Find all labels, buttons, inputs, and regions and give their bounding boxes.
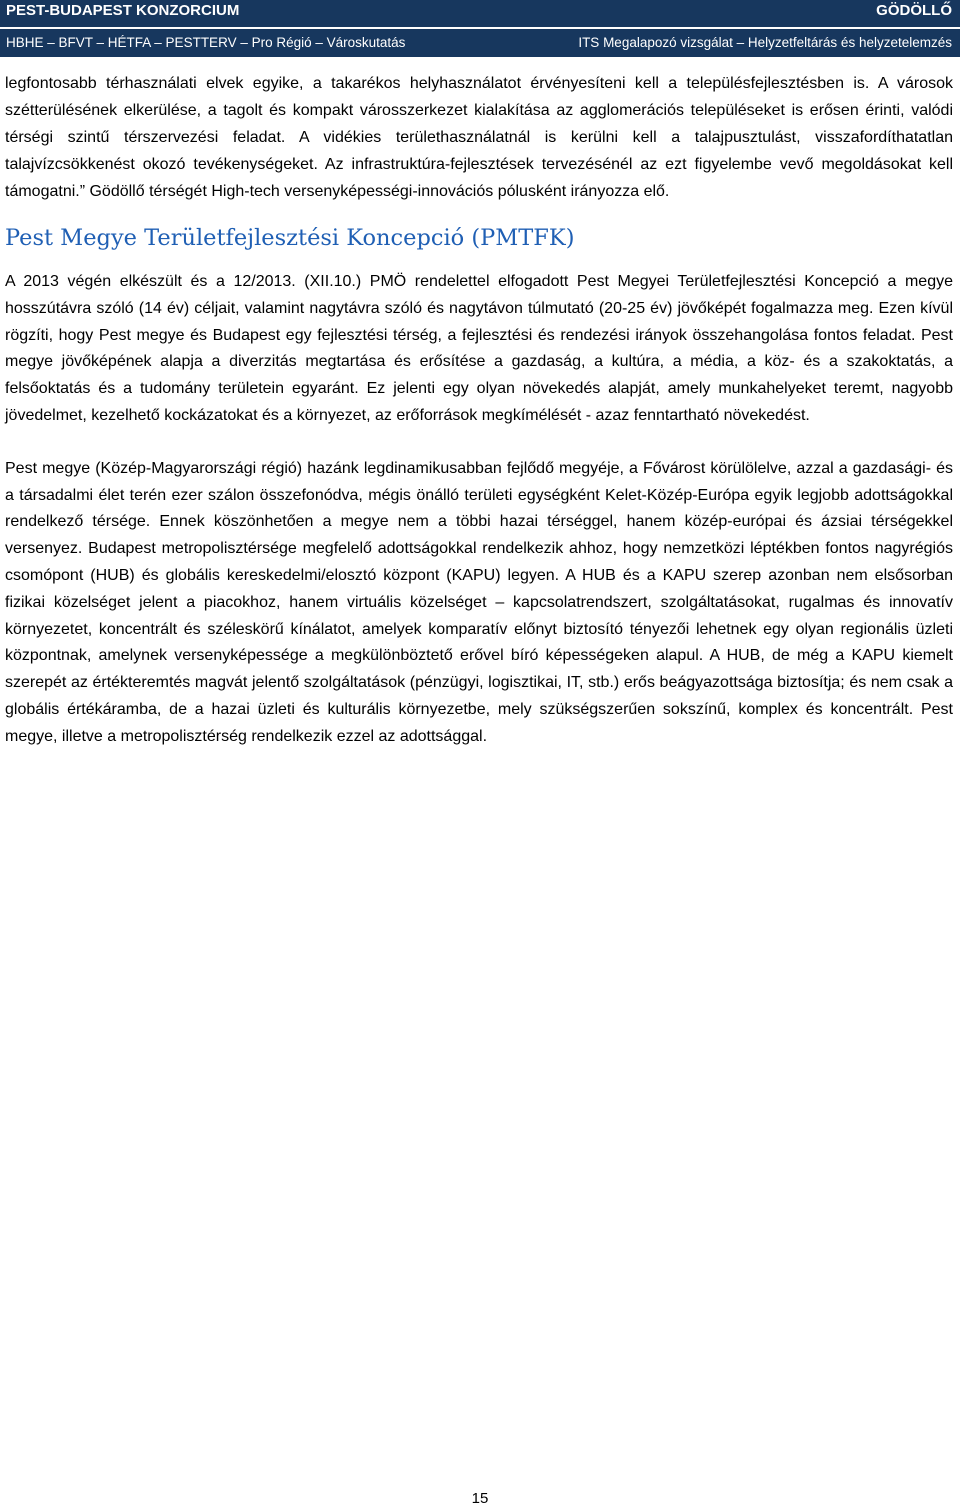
page-number: 15	[471, 1490, 489, 1507]
paragraph-pest-county-role: Pest megye (Közép-Magyarországi régió) hazánk legdinamikusabban fejlődő megyéje, a Fővárost körülölelve, azzal a gazdasági- és a társadalmi élet terén ezer szálon összefonódva, mégis önálló területi egységként Kelet-Közép-Európa egyik legjobb adottságokkal rendelkező térsége. Ennek köszönhetően a megye nem a többi hazai térséggel, hanem közép-európai és ázsiai térségekkel versenyez. Budapest metropolisztérsége megfelelő adottságokkal rendelkezik ahhoz, hogy nemzetközi léptékben fontos nagyrégiós csomópont (HUB) és globális kereskedelmi/elosztó központ (KAPU) legyen. A HUB és a KAPU szerep azonban nem elsősorban fizikai közelséget jelent a piacokhoz, hanem virtuális közelséget – kapcsolatrendszert, szolgáltatásokat, rugalmas és innovatív környezetet, koncentrált és széleskörű kínálatot, amelyek komparatív előnyt biztosító tényezői lehetnek egy olyan regionális üzleti központnak, amelynek versenyképessége a megkülönböztető erővel bíró képességeken alapul. A HUB, de még a KAPU kiemelt szerepét az értékteremtés magvát jelentő szolgáltatások (pénzügyi, logisztikai, IT, stb.) erős beágyazottsága biztosítja; és nem csak a globális értékáramba, de a hazai üzleti és kulturális környezetbe, mely szükségszerűen sokszínű, komplex és koncentrált. Pest megye, illetve a metropolisztérség rendelkezik ezzel az adottsággal.	[5, 459, 953, 745]
city-name: GÖDÖLLŐ	[876, 2, 952, 19]
header-top-row	[6, 2, 952, 19]
paragraph-spacer	[5, 430, 953, 456]
header-bottom-row	[6, 35, 952, 50]
document-body	[5, 70, 953, 751]
section-heading-pmtfk: Pest Megye Területfejlesztési Koncepció (PMTFK)	[5, 225, 575, 251]
paragraph-land-use: legfontosabb térhasználati elvek egyike, a takarékos helyhasználatot érvényesíteni kell a településfejlesztésben is. A városok szétterülésének elkerülése, a tagolt és kompakt városszerkezet kialakítása az agglomerációs településeket is erősen érinti, valódi térségi szintű térszervezési feladat. A vidékies területhasználatnál is kerülni kell a talajpusztulást, visszafordíthatatlan talajvízcsökkenést okozó tevékenységeket. Az infrastruktúra-fejlesztések tervezésénél az ezt figyelembe vevő megoldásokat kell támogatni.” Gödöllő térségét High-tech versenyképességi-innovációs pólusként irányozza elő.	[5, 75, 953, 200]
partner-list: HBHE – BFVT – HÉTFA – PESTTERV – Pro Régió – Városkutatás	[6, 35, 406, 50]
page-header	[0, 0, 960, 57]
paragraph-concept-adoption: A 2013 végén elkészült és a 12/2013. (XII.10.) PMÖ rendelettel elfogadott Pest Megyei Területfejlesztési Koncepció a megye hosszútávra szóló (14 év) céljait, valamint nagytávra szóló és nagytávon túlmutató (20-25 év) jövőképét fogalmazza meg. Ezen kívül rögzíti, hogy Pest megye és Budapest egy fejlesztési térség, a fejlesztési és rendezési irányok összehangolása fontos feladat. Pest megye jövőképének alapja a diverzitás megtartása és erősítése a gazdaság, a kultúra, a média, a köz- és a szakoktatás, a felsőoktatás és a tudomány területein egyaránt. Ez jelenti egy olyan növekedés alapját, amely munkahelyeket teremt, nagyobb jövedelmet, kezelhető kockázatokat és a környezet, az erőforrások megkímélését - azaz fenntartható növekedést.	[5, 273, 953, 424]
consortium-name: PEST-BUDAPEST KONZORCIUM	[6, 2, 240, 19]
document-title: ITS Megalapozó vizsgálat – Helyzetfeltárás és helyzetelemzés	[578, 35, 952, 50]
header-divider	[0, 27, 960, 29]
